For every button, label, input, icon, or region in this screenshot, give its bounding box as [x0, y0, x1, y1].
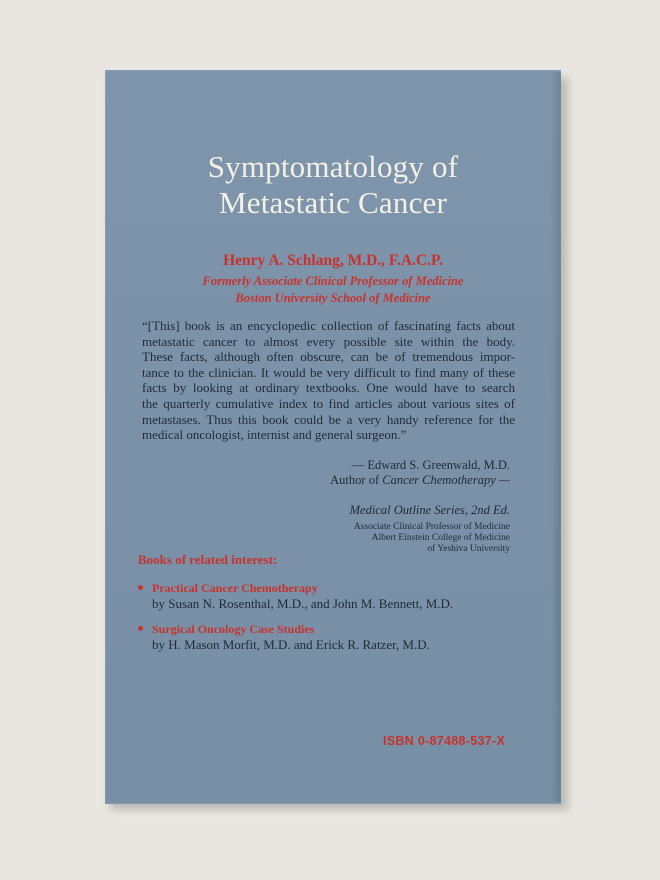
bullet-icon — [138, 585, 143, 590]
reviewer-position-line1: Associate Clinical Professor of Medicine — [353, 522, 510, 532]
author-affiliation-line1: Formerly Associate Clinical Professor of Medicine — [202, 274, 464, 288]
quote-line: the quarterly cumulative index to find articles about various sites of — [142, 395, 515, 411]
quote-line: “[This] book is an encyclopedic collection of fascinating facts about — [142, 318, 515, 333]
related-books-heading: Books of related interest: — [138, 552, 278, 567]
reviewer-position-line2: Albert Einstein College of Medicine — [371, 533, 510, 543]
related-book-authors: by Susan N. Rosenthal, M.D., and John M. Bennett, M.D. — [152, 596, 454, 611]
book-edge — [551, 72, 561, 802]
related-book-title: Practical Cancer Chemotherapy — [152, 581, 318, 595]
review-quote — [142, 318, 515, 443]
author-name: Henry A. Schlang, M.D., F.A.C.P. — [223, 252, 443, 269]
related-book-title: Surgical Oncology Case Studies — [152, 622, 315, 636]
book-back-cover — [105, 70, 561, 804]
related-book-authors: by H. Mason Morfit, M.D. and Erick R. Ratzer, M.D. — [152, 637, 430, 652]
quote-line: metastases. Thus this book could be a very handy reference for the — [142, 411, 515, 427]
bullet-icon — [138, 626, 143, 631]
quote-line: medical oncologist, internist and general surgeon.” — [142, 427, 407, 443]
reviewer-name: — Edward S. Greenwald, M.D. — [351, 458, 510, 472]
reviewer-role-line2: Medical Outline Series, 2nd Ed. — [349, 503, 510, 517]
book-title-line2: Metastatic Cancer — [218, 185, 448, 220]
quote-line: tance to the clinician. It would be very difficult to find many of these — [142, 364, 515, 380]
reviewer-role-prefix: Author of — [330, 473, 380, 487]
quote-line: These facts, although often obscure, can be of tremendous impor- — [142, 349, 515, 365]
reviewer-role-line1 — [255, 473, 510, 489]
quote-line: facts by looking at ordinary textbooks. One would have to search — [142, 380, 515, 396]
reviewer-position-line3: of Yeshiva University — [427, 544, 510, 554]
author-affiliation-line2: Boston University School of Medicine — [235, 291, 431, 305]
isbn: ISBN 0-87488-537-X — [383, 734, 506, 748]
book-title-line1: Symptomatology of — [207, 149, 459, 184]
reviewer-book-title: Cancer Chemotherapy — — [382, 473, 510, 487]
quote-line: metastatic cancer to almost every possible site within the body. — [142, 333, 515, 349]
